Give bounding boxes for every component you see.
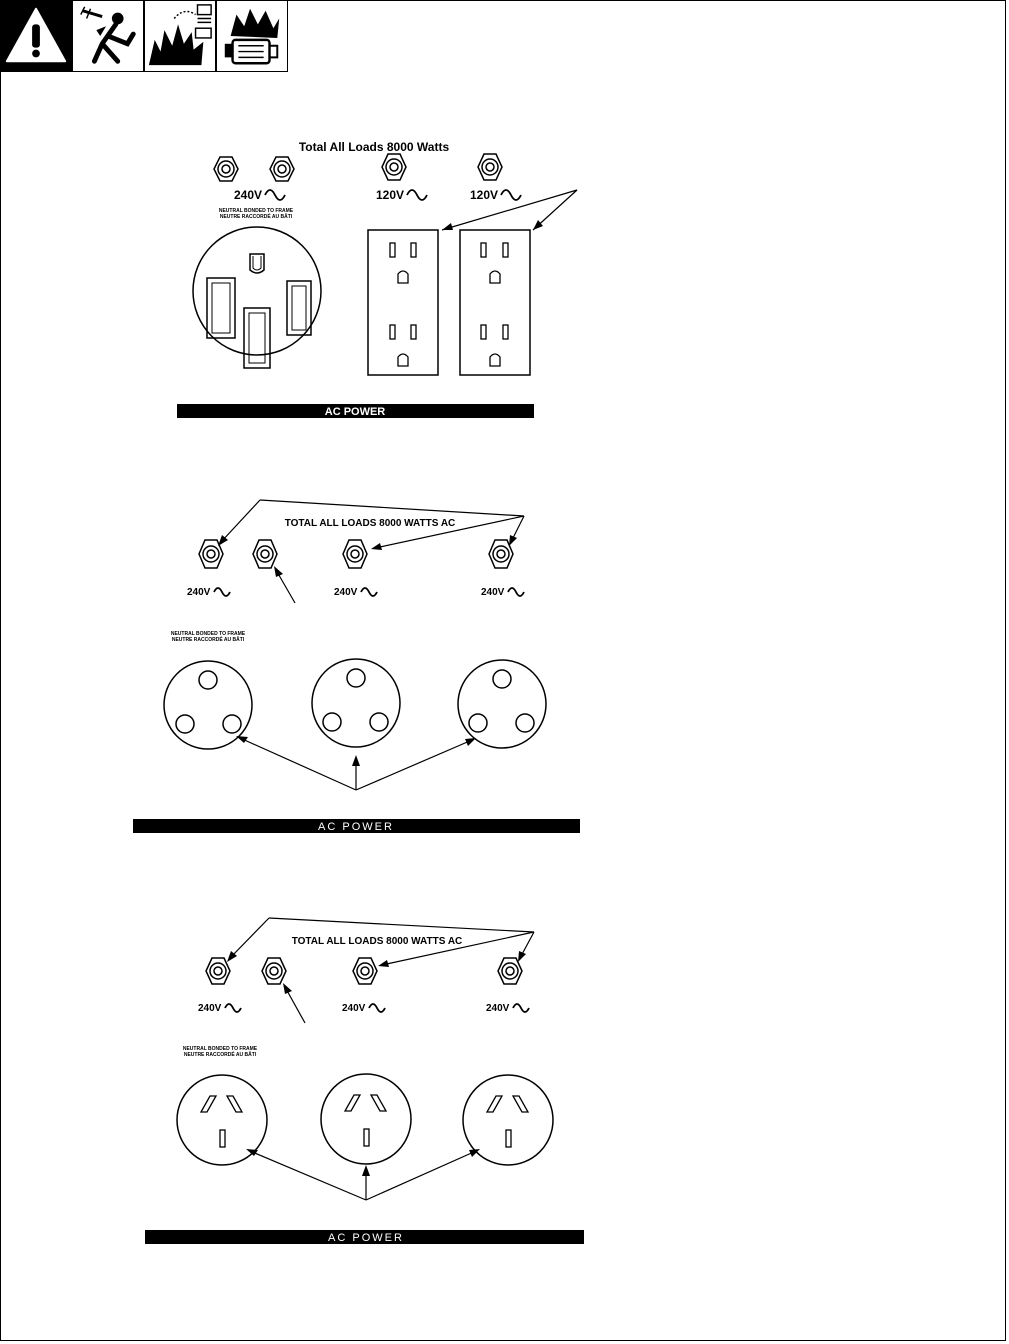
neutral-note-en: NEUTRAL BONDED TO FRAME [218,208,294,214]
ac-wave-icon [508,588,524,596]
terminal-nut-240v-a [214,157,238,181]
ac-power-bar-label: AC POWER [324,406,386,418]
ac-power-bar-label: AC POWER [318,821,394,833]
round-3-pin-receptacle-a [164,661,252,749]
neutral-note-fr: NEUTRE RACCORDÉ AU BÂTI [183,1052,257,1058]
callout-arrows [442,190,577,230]
ac-power-panel-2 [130,490,590,840]
terminal-nut-2 [353,958,377,984]
terminal-nut-2 [343,540,367,568]
ac-wave-icon [501,190,521,200]
ac-wave-icon [214,588,230,596]
terminal-label-240v: 240V [234,188,263,202]
electric-shock-icon [72,0,144,72]
warning-icon-strip [0,0,288,72]
terminal-label-240v-b: 240V [334,587,358,598]
panel-2-title: TOTAL ALL LOADS 8000 WATTS AC [284,518,456,529]
terminal-nut-3 [498,958,522,984]
round-240v-receptacle [193,227,321,368]
terminal-nut-1 [206,958,230,984]
terminal-label-240v-c: 240V [481,587,505,598]
terminal-label-240v-a: 240V [187,587,211,598]
ac-wave-icon [265,190,285,200]
duplex-120v-receptacle-a [368,230,438,375]
ac-power-panel-1 [150,130,600,430]
terminal-nut-neutral [253,540,277,568]
ac-wave-icon [513,1004,529,1012]
terminal-nut-120v-b [478,154,502,180]
round-3-pin-receptacle-c [458,660,546,748]
panel-3-title: TOTAL ALL LOADS 8000 WATTS AC [291,936,463,947]
neutral-note-en: NEUTRAL BONDED TO FRAME [170,631,246,637]
ac-wave-icon [369,1004,385,1012]
ac-power-bar-label: AC POWER [328,1232,404,1244]
neutral-note-fr: NEUTRE RACCORDÉ AU BÂTI [219,214,293,220]
terminal-label-240v-b: 240V [342,1003,366,1014]
explosion-icon [144,0,216,72]
ac-wave-icon [407,190,427,200]
terminal-nut-240v-b [270,157,294,181]
terminal-nut-neutral [262,958,286,984]
engine-fire-icon [216,0,288,72]
duplex-120v-receptacle-b [460,230,530,375]
ac-power-panel-3 [140,910,600,1250]
terminal-label-120v-a: 120V [376,188,405,202]
ac-wave-icon [225,1004,241,1012]
ac-wave-icon [361,588,377,596]
round-3-pin-receptacle-b [312,659,400,747]
angled-pin-receptacle-b [321,1074,411,1164]
panel-1-title: Total All Loads 8000 Watts [298,140,450,154]
terminal-label-120v-b: 120V [470,188,499,202]
terminal-label-240v-c: 240V [486,1003,510,1014]
neutral-note-en: NEUTRAL BONDED TO FRAME [182,1046,258,1052]
terminal-nut-120v-a [382,154,406,180]
warning-triangle-icon [0,0,72,72]
neutral-note-fr: NEUTRE RACCORDÉ AU BÂTI [171,637,245,643]
terminal-label-240v-a: 240V [198,1003,222,1014]
